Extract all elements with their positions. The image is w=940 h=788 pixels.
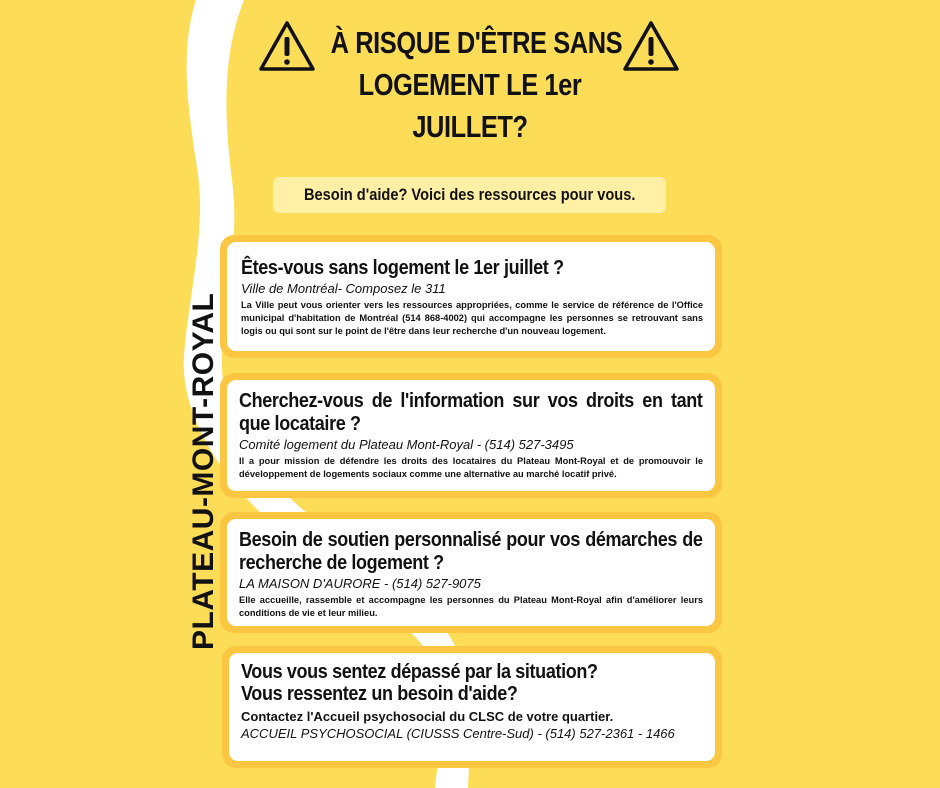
card-description: La Ville peut vous orienter vers les ressources appropriées, comme le service de référence de l'Office municipal d'habitation de Montréal (514 868-4002) qui accompagne les personnes se retrouvant sans logis ou qui sont sur le point de l'être dans leur recherche d'un nouveau logement. xyxy=(241,300,703,336)
card-question-line-1: Vous vous sentez dépassé par la situation? xyxy=(241,661,598,683)
subtitle-banner xyxy=(273,177,666,213)
subtitle-text: Besoin d'aide? Voici des ressources pour vous. xyxy=(303,185,636,204)
resource-card-accueil-psychosocial xyxy=(222,646,722,768)
card-question: Cherchez-vous de l'information sur vos droits en tant que locataire ? xyxy=(239,390,703,435)
title-line-3: JUILLET? xyxy=(412,109,528,144)
resource-card-comite-logement xyxy=(220,373,722,498)
card-question: Besoin de soutien personnalisé pour vos démarches de recherche de logement ? xyxy=(239,529,703,574)
page-title xyxy=(330,22,623,148)
title-line-1: À RISQUE D'ÊTRE SANS xyxy=(330,25,623,60)
card-body xyxy=(227,519,715,626)
card-organization: Ville de Montréal- Composez le 311 xyxy=(241,281,446,296)
card-organization: ACCUEIL PSYCHOSOCIAL (CIUSSS Centre-Sud) - (514) 527-2361 - 1466 xyxy=(241,726,675,741)
card-description: Il a pour mission de défendre les droits des locataires du Plateau Mont-Royal et de promouvoir le développement de logements sociaux comme une alternative au marché locatif privé. xyxy=(239,456,703,479)
card-body xyxy=(227,380,715,491)
resource-card-maison-aurore xyxy=(220,512,722,633)
card-body xyxy=(227,242,715,351)
warning-triangle-icon xyxy=(622,20,680,72)
side-label-text: PLATEAU-MONT-ROYAL xyxy=(187,292,220,650)
card-organization: LA MAISON D'AURORE - (514) 527-9075 xyxy=(239,576,481,591)
warning-triangle-icon xyxy=(258,20,316,72)
resource-card-311 xyxy=(220,235,722,358)
card-call-to-action: Contactez l'Accueil psychosocial du CLSC de votre quartier. xyxy=(241,709,614,724)
card-question: Êtes-vous sans logement le 1er juillet ? xyxy=(241,257,564,279)
card-organization: Comité logement du Plateau Mont-Royal - (514) 527-3495 xyxy=(239,437,574,452)
title-line-2: LOGEMENT LE 1er xyxy=(358,67,582,102)
card-description: Elle accueille, rassemble et accompagne les personnes du Plateau Mont-Royal afin d'améliorer leurs conditions de vie et leur milieu. xyxy=(239,595,703,618)
card-body xyxy=(229,653,715,761)
card-question-line-2: Vous ressentez un besoin d'aide? xyxy=(241,683,518,705)
side-label xyxy=(183,292,225,650)
